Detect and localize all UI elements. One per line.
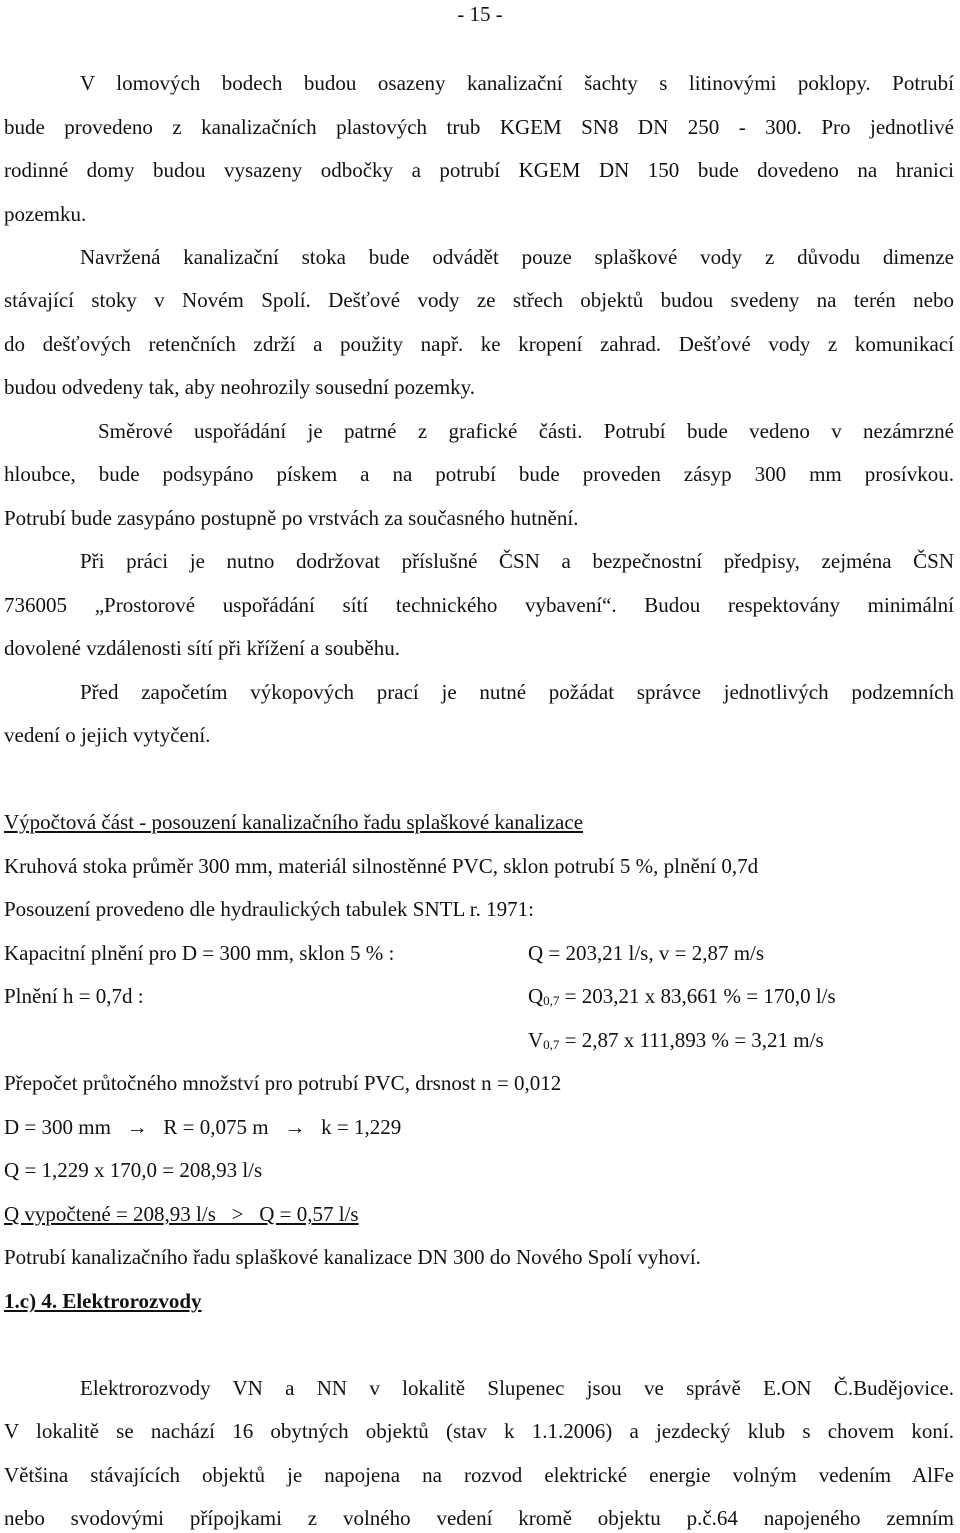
paragraph-line: nebo svodovými přípojkami z volného vedení kromě objektu p.č.64 napojeného zemním [4,1506,954,1530]
calc-line: Kruhová stoka průměr 300 mm, materiál silnostěnné PVC, sklon potrubí 5 %, plnění 0,7d [4,854,759,878]
calc-result: Q vypočtené = 208,93 l/s > Q = 0,57 l/s [4,1202,359,1226]
paragraph-line: bude provedeno z kanalizačních plastových trub KGEM SN8 DN 250 - 300. Pro jednotlivé [4,115,954,139]
calc-line: D = 300 mm → R = 0,075 m → k = 1,229 [4,1115,402,1139]
paragraph-line: hloubce, bude podsypáno pískem a na potrubí bude proveden zásyp 300 mm prosívkou. [4,462,954,486]
paragraph-line: Navržená kanalizační stoka bude odvádět pouze splaškové vody z důvodu dimenze [80,245,954,269]
section-heading: 1.c) 4. Elektrorozvody [4,1289,202,1313]
paragraph-line: V lokalitě se nachází 16 obytných objektů (stav k 1.1.2006) a jezdecký klub s chovem koní. [4,1419,954,1443]
paragraph-line: Při práci je nutno dodržovat příslušné ČSN a bezpečnostní předpisy, zejména ČSN [80,549,954,573]
paragraph-line: dovolené vzdálenosti sítí při křížení a souběhu. [4,636,400,660]
paragraph-line: Před započetím výkopových prací je nutné požádat správce jednotlivých podzemních [80,680,954,704]
calc-heading: Výpočtová část - posouzení kanalizačního řadu splaškové kanalizace [4,810,584,834]
paragraph-line: 736005 „Prostorové uspořádání sítí technického vybavení“. Budou respektovány minimální [4,593,954,617]
paragraph-line: V lomových bodech budou osazeny kanalizační šachty s litinovými poklopy. Potrubí [80,71,954,95]
calc-label: Plnění h = 0,7d : [4,984,144,1008]
paragraph-line: Většina stávajících objektů je napojena na rozvod elektrické energie volným vedením AlFe [4,1463,954,1487]
paragraph-line: do dešťových retenčních zdrží a použity např. ke kropení zahrad. Dešťové vody z komunikací [4,332,954,356]
calc-row [4,983,954,1009]
calc-line: Q = 1,229 x 170,0 = 208,93 l/s [4,1158,263,1182]
calc-label: Kapacitní plnění pro D = 300 mm, sklon 5 % : [4,941,395,965]
paragraph-line: Elektrorozvody VN a NN v lokalitě Slupenec jsou ve správě E.ON Č.Budějovice. [80,1376,954,1400]
calc-conclusion: Potrubí kanalizačního řadu splaškové kanalizace DN 300 do Nového Spolí vyhoví. [4,1245,701,1269]
calc-row [4,940,954,966]
paragraph-line: rodinné domy budou vysazeny odbočky a potrubí KGEM DN 150 bude dovedeno na hranici [4,158,954,182]
calc-value: Q = 203,21 l/s, v = 2,87 m/s [528,941,765,965]
calc-line: Posouzení provedeno dle hydraulických tabulek SNTL r. 1971: [4,897,534,921]
page-number: - 15 - [457,2,503,26]
calc-value: $Q_{0,7} = 203,21$ x 83,661 % = 170,0 l/s [528,984,836,1008]
paragraph-line: Směrové uspořádání je patrné z grafické části. Potrubí bude vedeno v nezámrzné [98,419,954,443]
calc-value: $V_{0,7} = 2,87$ x 111,893 % = 3,21 m/s [528,1028,824,1052]
paragraph-line: stávající stoky v Novém Spolí. Dešťové vody ze střech objektů budou svedeny na terén nebo [4,288,954,312]
paragraph-line: Potrubí bude zasypáno postupně po vrstvách za současného hutnění. [4,506,579,530]
calc-line: Přepočet průtočného množství pro potrubí PVC, drsnost n = 0,012 [4,1071,562,1095]
paragraph-line: pozemku. [4,202,87,226]
paragraph-line: budou odvedeny tak, aby neohrozily sousední pozemky. [4,375,476,399]
paragraph-line: vedení o jejich vytyčení. [4,723,211,747]
